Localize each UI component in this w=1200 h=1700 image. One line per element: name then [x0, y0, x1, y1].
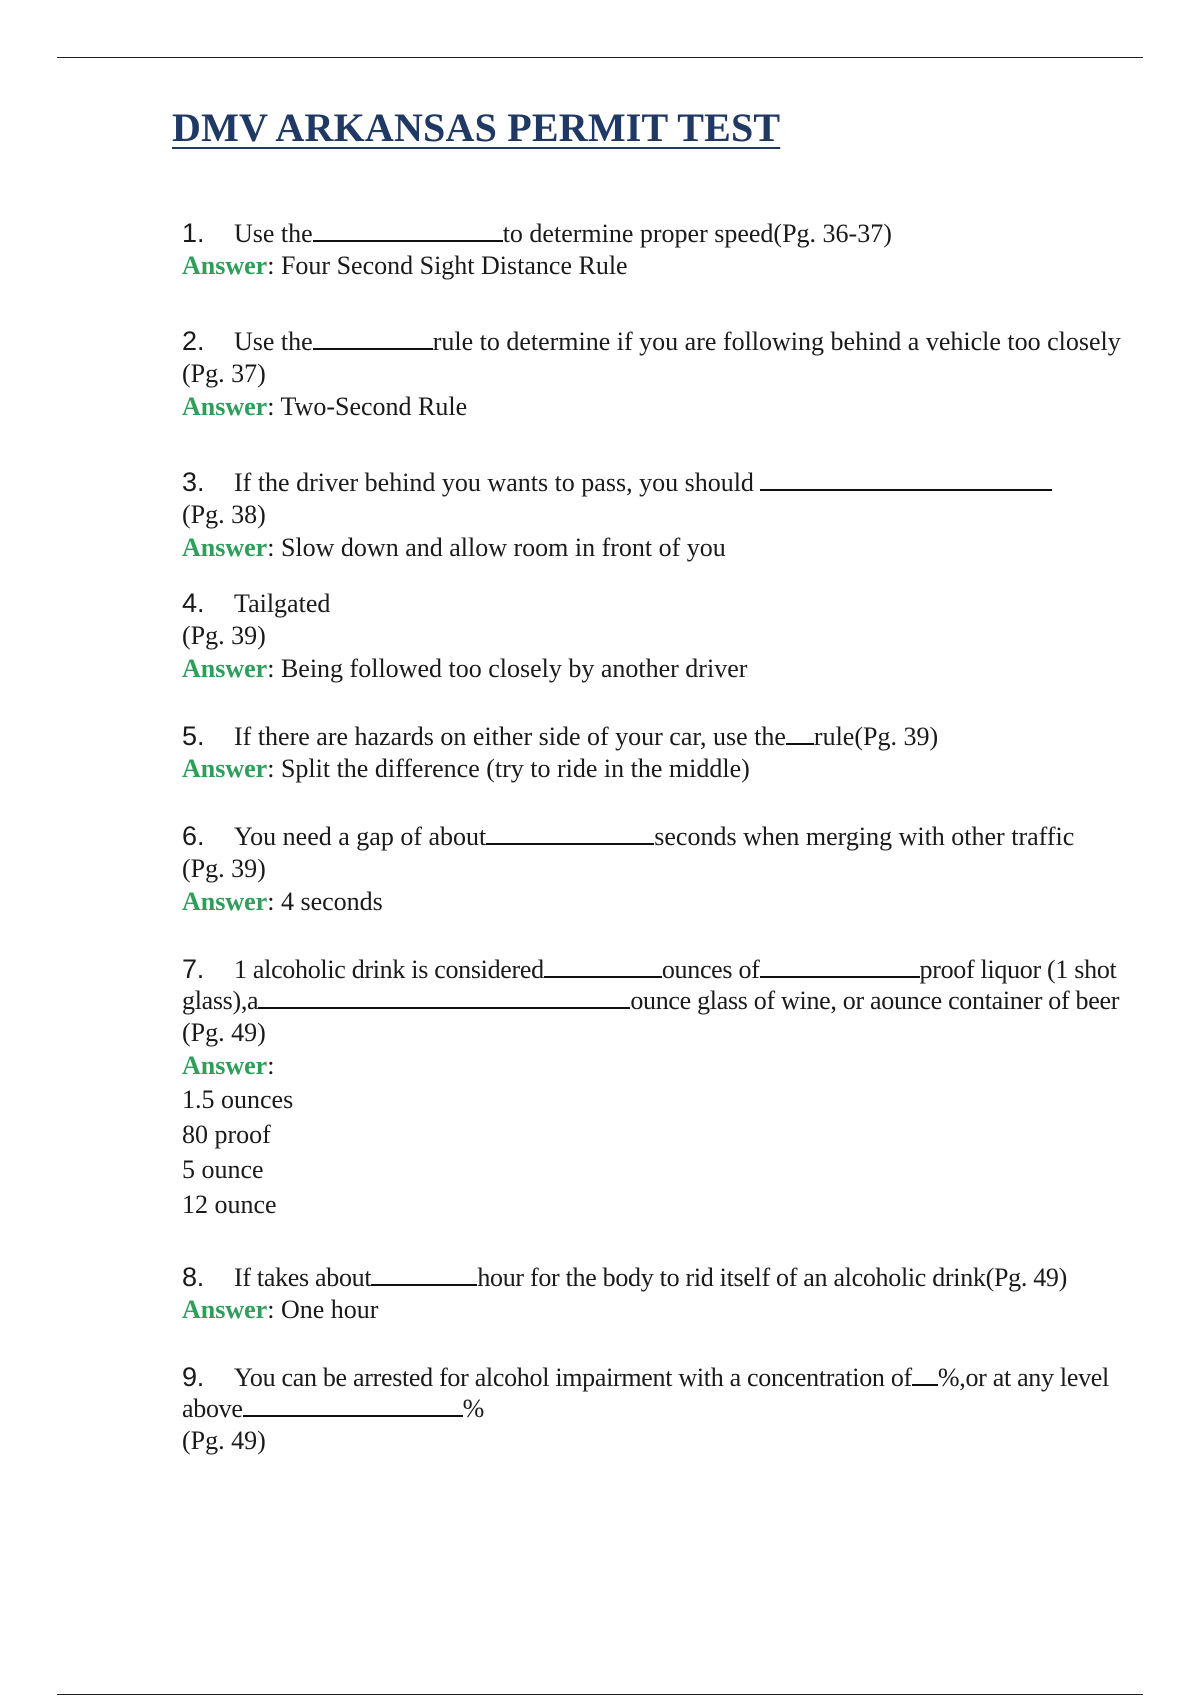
answer-label: Answer	[182, 251, 268, 280]
question-2	[182, 326, 1142, 357]
question-number: 8.	[182, 1262, 204, 1292]
answer-2: Answer: Two-Second Rule	[182, 392, 468, 421]
answer-label: Answer	[182, 1051, 268, 1080]
page-title: DMV ARKANSAS PERMIT TEST	[172, 105, 781, 150]
question-text: 1 alcoholic drink is considered	[234, 955, 544, 984]
question-5	[182, 721, 1142, 752]
answer-list-item: 1.5 ounces	[182, 1085, 294, 1114]
question-text: If the driver behind you wants to pass, you should	[234, 468, 754, 497]
question-text: You can be arrested for alcohol impairment with a concentration of	[234, 1363, 912, 1392]
question-1	[182, 218, 1142, 249]
answer-1: Answer: Four Second Sight Distance Rule	[182, 251, 628, 280]
question-text: rule(Pg. 39)	[813, 722, 939, 751]
answer-5: Answer: Split the difference (try to ride in the middle)	[182, 754, 750, 783]
answer-text: Two-Second Rule	[280, 392, 468, 421]
question-3	[182, 467, 1142, 498]
answer-label: Answer	[182, 754, 268, 783]
question-number: 1.	[182, 218, 205, 248]
question-text: %	[462, 1394, 484, 1423]
answer-8: Answer: One hour	[182, 1295, 379, 1324]
answer-text: One hour	[280, 1295, 379, 1324]
question-number: 2.	[182, 326, 205, 356]
answer-label: Answer	[182, 887, 268, 916]
question-text: Use the	[234, 219, 313, 248]
question-4	[182, 588, 1142, 619]
answer-label: Answer	[182, 533, 268, 562]
answer-blank	[912, 1362, 938, 1386]
question-number: 3.	[182, 467, 205, 497]
question-number: 7.	[182, 954, 204, 984]
answer-list-item: 12 ounce	[182, 1190, 277, 1219]
answer-4: Answer: Being followed too closely by another driver	[182, 654, 748, 683]
top-rule	[57, 57, 1143, 58]
question-text: %,or at any level above	[182, 1363, 1109, 1423]
question-9	[182, 1362, 1142, 1424]
answer-label: Answer	[182, 654, 268, 683]
answer-text: Slow down and allow room in front of you	[280, 533, 726, 562]
answer-blank	[760, 467, 1052, 491]
answer-blank	[760, 954, 920, 978]
answer-3: Answer: Slow down and allow room in front of you	[182, 533, 726, 562]
answer-list-item: 5 ounce	[182, 1155, 264, 1184]
answer-text: Split the difference (try to ride in the middle)	[280, 754, 750, 783]
question-text: proof liquor (1 shot glass),a	[182, 955, 1117, 1015]
question-list	[182, 218, 1142, 1457]
answer-blank	[243, 1393, 463, 1417]
question-number: 4.	[182, 588, 205, 618]
page-reference: (Pg. 39)	[182, 621, 266, 650]
answer-label: Answer	[182, 392, 268, 421]
answer-blank	[486, 821, 654, 845]
answer-blank	[544, 954, 662, 978]
question-text: If there are hazards on either side of your car, use the	[234, 722, 786, 751]
question-text: to determine proper speed(Pg. 36-37)	[502, 219, 892, 248]
page-reference: (Pg. 49)	[182, 1426, 266, 1455]
question-text: seconds when merging with other traffic	[654, 822, 1075, 851]
answer-text: Four Second Sight Distance Rule	[280, 251, 628, 280]
question-text: If takes about	[234, 1263, 372, 1292]
answer-list-item: 80 proof	[182, 1120, 271, 1149]
answer-blank	[371, 1262, 477, 1286]
answer-list	[182, 1082, 1142, 1222]
answer-blank	[313, 218, 503, 242]
answer-blank	[313, 326, 433, 350]
answer-text: Being followed too closely by another driver	[280, 654, 748, 683]
question-number: 5.	[182, 721, 205, 751]
answer-blank	[786, 721, 814, 745]
question-text: Use the	[234, 327, 313, 356]
question-text: rule to determine if you are following behind a vehicle too closely	[432, 327, 1121, 356]
question-text: You need a gap of about	[234, 822, 487, 851]
page-reference: (Pg. 39)	[182, 854, 266, 883]
answer-blank	[258, 985, 630, 1009]
page-reference: (Pg. 37)	[182, 359, 266, 388]
question-text: ounces of	[661, 955, 760, 984]
page-reference: (Pg. 38)	[182, 500, 266, 529]
question-7	[182, 954, 1142, 1016]
question-8	[182, 1262, 1142, 1293]
answer-7: Answer:	[182, 1051, 275, 1080]
page-reference: (Pg. 49)	[182, 1018, 266, 1047]
answer-6: Answer: 4 seconds	[182, 887, 383, 916]
question-text: Tailgated	[234, 589, 331, 618]
question-text: hour for the body to rid itself of an alcoholic drink(Pg. 49)	[477, 1263, 1067, 1292]
question-6	[182, 821, 1142, 852]
answer-label: Answer	[182, 1295, 268, 1324]
answer-text: 4 seconds	[280, 887, 383, 916]
question-number: 9.	[182, 1362, 204, 1392]
question-text: ounce glass of wine, or aounce container of beer	[630, 986, 1120, 1015]
question-number: 6.	[182, 821, 205, 851]
bottom-rule	[57, 1694, 1143, 1695]
